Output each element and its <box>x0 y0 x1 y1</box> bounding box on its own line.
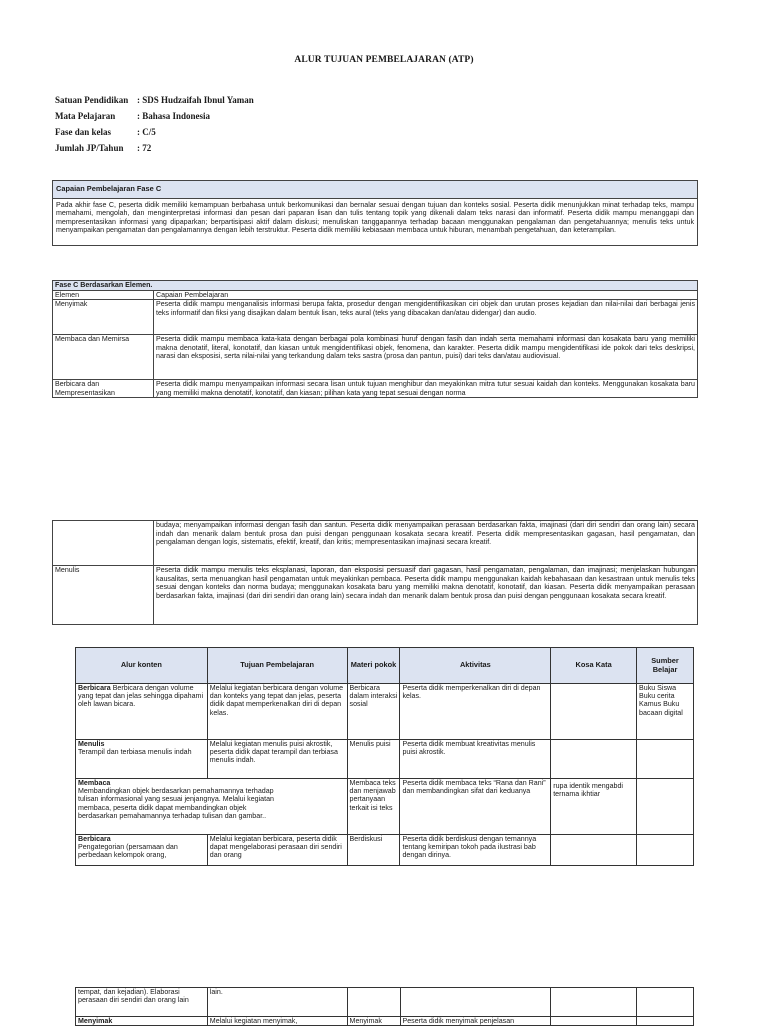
identity-label: Satuan Pendidikan <box>55 95 129 105</box>
aktivitas-cell: Peserta didik menyimak penjelasan <box>400 1017 551 1026</box>
aktivitas-cell: Peserta didik memperkenalkan diri di depan kelas. <box>400 684 551 740</box>
identity-row <box>55 127 254 143</box>
table-row <box>76 740 694 779</box>
elemen-capaian: Peserta didik mampu menulis teks eksplanasi, laporan, dan eksposisi persuasif dari gagasan, hasil pengamatan, pengalaman, dan imajinasi; menjelaskan hubungan kausalitas, serta menuangkan hasil pengamatan untuk meyakinkan pembaca. Peserta didik mampu menggunakan kaidah kebahasaan dan kesastraan untuk menulis teks sesuai dengan konteks dan norma budaya; menggunakan kosakata baru yang memiliki makna denotatif, konotatif, dan kiasan. Peserta didik menyampaikan perasaan berdasarkan fakta, imajinasi (dari diri sendiri dan orang lain) secara indah dan menarik dalam bentuk prosa dan puisi dengan penggunaan kosakata secara kreatif. <box>154 566 698 625</box>
identity-block <box>55 95 254 159</box>
kosa-kata-cell <box>551 740 637 779</box>
materi-cell: Berdiskusi <box>347 835 400 866</box>
konten-text: Membandingkan objek berdasarkan pemahamannya terhadap tulisan informasional yang sesuai jenjangnya. Melalui kegiatan membaca, peserta didik dapat membandingkan objek berdasarkan pemahamannya terhadap tulisan dan gambar.. <box>78 787 274 820</box>
sumber-cell <box>637 1017 694 1026</box>
elemen-capaian: Peserta didik mampu membaca kata-kata dengan berbagai pola kombinasi huruf dengan fasih dan indah serta memahami informasi dan kosakata baru yang memiliki makna denotatif, literal, konotatif, dan kiasan untuk mengidentifikasi objek, fenomena, dan karakter. Peserta didik mampu mengidentifikasi ide pokok dari teks deskripsi, narasi dan eksposisi, serta nilai-nilai yang terkandung dalam teks sastra (prosa dan pantun, puisi) dari teks dan/atau audiovisual. <box>154 335 698 380</box>
sumber-cell <box>637 988 694 1017</box>
table-row <box>53 335 698 380</box>
identity-value: : 72 <box>137 143 152 153</box>
konten-title: Berbicara <box>78 835 111 843</box>
konten-cell <box>76 684 208 740</box>
materi-cell: Membaca teks dan menjawab pertanyaan terkait isi teks <box>347 779 400 835</box>
sumber-cell <box>637 835 694 866</box>
kosa-kata-cell <box>551 988 637 1017</box>
column-header: Kosa Kata <box>551 648 637 684</box>
kosa-kata-cell <box>551 1017 637 1026</box>
elemen-table-heading: Fase C Berdasarkan Elemen. <box>53 281 698 291</box>
identity-label: Mata Pelajaran <box>55 111 116 121</box>
atp-table <box>75 647 694 866</box>
table-row <box>76 779 694 835</box>
elemen-name: Berbicara dan Mempresentasikan <box>53 380 154 398</box>
aktivitas-cell: Peserta didik berdiskusi dengan temannya tentang kemiripan tokoh pada ilustrasi bab dengan dirinya. <box>400 835 551 866</box>
table-row <box>53 566 698 625</box>
konten-cell <box>76 779 348 835</box>
identity-label: Fase dan kelas <box>55 127 112 137</box>
elemen-table-continued <box>52 520 698 625</box>
table-row <box>76 1017 694 1026</box>
column-header: Aktivitas <box>400 648 551 684</box>
elemen-name: Membaca dan Memirsa <box>53 335 154 380</box>
elemen-capaian: Peserta didik mampu menyampaikan informasi secara lisan untuk tujuan menghibur dan meyakinkan mitra tutur sesuai kaidah dan konteks. Menggunakan kosakata baru yang memiliki makna denotatif, konotatif, dan kiasan; pilihan kata yang tepat sesuai dengan norma <box>154 380 698 398</box>
capaian-text: Pada akhir fase C, peserta didik memiliki kemampuan berbahasa untuk berkomunikasi dan bernalar sesuai dengan tujuan dan konteks sosial. Peserta didik menunjukkan minat terhadap teks, mampu memahami, mengolah, dan menginterpretasi informasi dan pesan dari paparan lisan dan tulis tentang topik yang dikenali dalam teks narasi dan informatif. Peserta didik mampu menanggapi dan mempresentasikan informasi yang dipaparkan; berpartisipasi aktif dalam diskusi; menuliskan tanggapannya terhadap bacaan menggunakan pengalaman dan pengetahuannya; menulis teks untuk menyampaikan pengamatan dan pengalamannya dengan lebih terstruktur. Peserta didik memiliki kebiasaan membaca untuk hiburan, menambah pengetahuan, dan keterampilan. <box>56 200 694 235</box>
konten-text: tempat, dan kejadian). Elaborasi perasaan diri sendiri dan orang lain <box>78 988 189 1005</box>
elemen-name <box>53 521 154 566</box>
aktivitas-cell: Peserta didik membaca teks “Rana dan Rani” dan membandingkan sifat dari keduanya <box>400 779 551 835</box>
identity-row <box>55 95 254 111</box>
tujuan-cell: Melalui kegiatan berbicara, peserta didik dapat mengelaborasi perasaan diri sendiri dan orang <box>207 835 347 866</box>
tujuan-cell: lain. <box>207 988 347 1017</box>
atp-table-continued <box>75 987 694 1026</box>
table-row <box>53 380 698 398</box>
elemen-table <box>52 280 698 398</box>
elemen-name: Menyimak <box>53 300 154 335</box>
capaian-column-header: Capaian Pembelajaran <box>154 290 698 300</box>
identity-label: Jumlah JP/Tahun <box>55 143 124 153</box>
kosa-kata-cell: rupa identik mengabdi ternama ikhtiar <box>551 779 637 835</box>
konten-text: Berbicara dengan volume yang tepat dan jelas sehingga dipahami oleh lawan bicara. <box>78 684 204 709</box>
elemen-capaian: Peserta didik mampu menganalisis informasi berupa fakta, prosedur dengan mengidentifikasikan ciri objek dan urutan proses kejadian dan nilai-nilai dari berbagai jenis teks informatif dan fiksi yang disajikan dalam bentuk lisan, teks aural (teks yang dibacakan dan/atau didengar) dan audio. <box>154 300 698 335</box>
konten-title: Menulis <box>78 740 105 748</box>
sumber-cell <box>637 779 694 835</box>
konten-cell <box>76 988 208 1017</box>
elemen-column-header: Elemen <box>53 290 154 300</box>
table-row <box>76 684 694 740</box>
aktivitas-cell <box>400 988 551 1017</box>
table-row <box>76 835 694 866</box>
table-row <box>53 521 698 566</box>
kosa-kata-cell <box>551 684 637 740</box>
konten-title: Menyimak <box>78 1017 113 1025</box>
tujuan-cell: Melalui kegiatan menyimak, <box>207 1017 347 1026</box>
materi-cell: Berbicara dalam interaksi sosial <box>347 684 400 740</box>
materi-cell: Menyimak <box>347 1017 400 1026</box>
identity-value: : Bahasa Indonesia <box>137 111 211 121</box>
document-title: ALUR TUJUAN PEMBELAJARAN (ATP) <box>294 55 474 65</box>
sumber-cell <box>637 740 694 779</box>
elemen-name: Menulis <box>53 566 154 625</box>
konten-text: Terampil dan terbiasa menulis indah <box>78 748 192 757</box>
materi-cell: Menulis puisi <box>347 740 400 779</box>
konten-cell <box>76 740 208 779</box>
identity-row <box>55 111 254 127</box>
kosa-kata-cell <box>551 835 637 866</box>
identity-row <box>55 143 254 159</box>
aktivitas-cell: Peserta didik membuat kreativitas menulis puisi akrostik. <box>400 740 551 779</box>
konten-cell <box>76 1017 208 1026</box>
column-header: Tujuan Pembelajaran <box>207 648 347 684</box>
tujuan-cell: Melalui kegiatan menulis puisi akrostik, peserta didik dapat terampil dan terbiasa menulis indah. <box>207 740 347 779</box>
column-header: Materi pokok <box>347 648 400 684</box>
tujuan-cell: Melalui kegiatan berbicara dengan volume dan konteks yang tepat dan jelas, peserta didik dapat memperkenalkan diri di depan kelas. <box>207 684 347 740</box>
table-row <box>76 988 694 1017</box>
capaian-box <box>52 180 698 246</box>
sumber-cell: Buku Siswa Buku cerita Kamus Buku bacaan digital <box>637 684 694 740</box>
table-row <box>53 300 698 335</box>
identity-value: : SDS Hudzaifah Ibnul Yaman <box>137 95 254 105</box>
materi-cell <box>347 988 400 1017</box>
konten-title: Membaca <box>78 779 111 787</box>
konten-text: Pengategorian (persamaan dan perbedaan kelompok orang, <box>78 843 178 860</box>
elemen-capaian: budaya; menyampaikan informasi dengan fasih dan santun. Peserta didik menyampaikan perasaan berdasarkan fakta, imajinasi (dari diri sendiri dan orang lain) secara indah dan menarik dalam bentuk prosa dan puisi dengan penggunaan kosakata secara kreatif. Peserta didik mempresentasikan gagasan, hasil pengamatan, dan pengalaman dengan logis, sistematis, efektif, kreatif, dan kritis; mempresentasikan imajinasi secara kreatif. <box>154 521 698 566</box>
konten-cell <box>76 835 208 866</box>
identity-value: : C/5 <box>137 127 156 137</box>
column-header: Alur konten <box>76 648 208 684</box>
capaian-heading: Capaian Pembelajaran Fase C <box>53 181 697 199</box>
konten-title: Berbicara <box>78 684 111 692</box>
column-header: Sumber Belajar <box>637 648 694 684</box>
